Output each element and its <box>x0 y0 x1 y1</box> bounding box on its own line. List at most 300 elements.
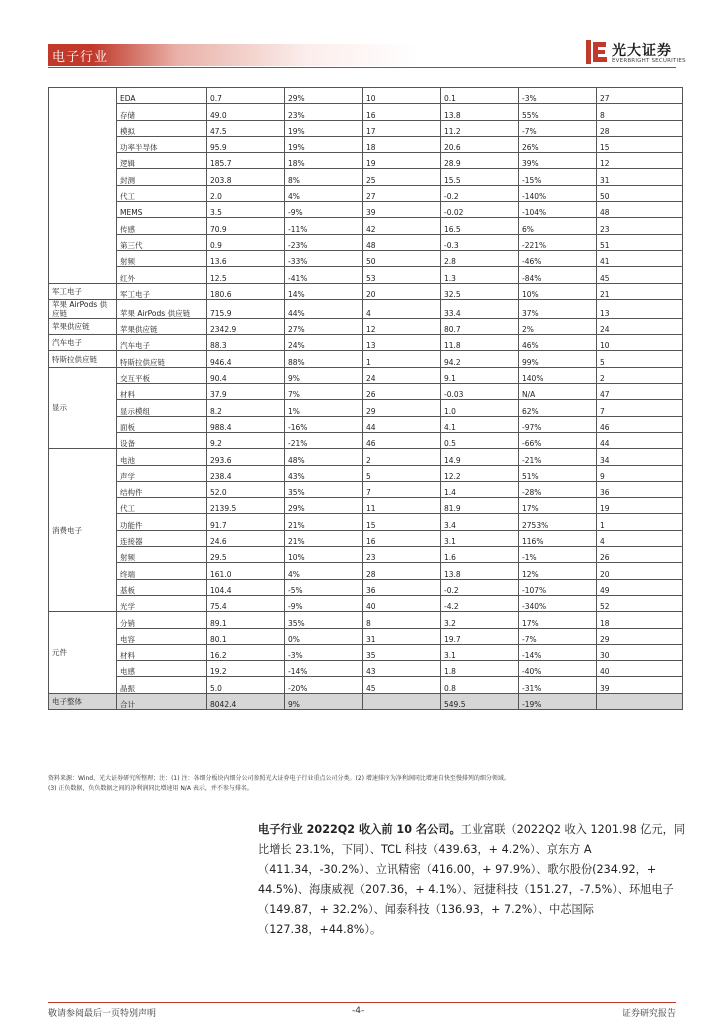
table-cell: -97% <box>519 416 597 432</box>
segment-name: 设备 <box>117 432 207 448</box>
table-cell: 80.7 <box>441 318 519 334</box>
table-cell: 549.5 <box>441 693 519 709</box>
table-cell: 21% <box>285 530 363 546</box>
table-cell: 17% <box>519 612 597 628</box>
group-label: 汽车电子 <box>49 335 117 351</box>
segment-name: 连接器 <box>117 530 207 546</box>
table-cell: 7 <box>363 481 441 497</box>
table-row <box>49 136 683 152</box>
segment-name: 军工电子 <box>117 283 207 299</box>
table-cell: 9% <box>285 693 363 709</box>
table-cell: 17 <box>363 120 441 136</box>
table-row <box>49 153 683 169</box>
segment-name: 特斯拉供应链 <box>117 351 207 367</box>
table-cell: 19.7 <box>441 628 519 644</box>
segment-name: MEMS <box>117 202 207 218</box>
table-cell: -0.2 <box>441 579 519 595</box>
table-cell: 27 <box>597 88 683 104</box>
table-total-row <box>49 693 683 709</box>
table-row <box>49 547 683 563</box>
table-cell: -19% <box>519 693 597 709</box>
table-row <box>49 563 683 579</box>
table-cell: 46 <box>363 432 441 448</box>
segment-name: 显示模组 <box>117 400 207 416</box>
table-cell: 18 <box>597 612 683 628</box>
footer-divider <box>48 1002 676 1003</box>
table-cell: 52 <box>597 595 683 611</box>
table-cell: 4% <box>285 185 363 201</box>
table-cell: 26 <box>597 547 683 563</box>
table-row <box>49 579 683 595</box>
table-cell: 50 <box>363 250 441 266</box>
table-cell: -11% <box>285 218 363 234</box>
table-cell: 31 <box>597 169 683 185</box>
table-cell: 13.8 <box>441 104 519 120</box>
table-cell: 16 <box>363 104 441 120</box>
table-cell: 24 <box>597 318 683 334</box>
table-cell: 40 <box>363 595 441 611</box>
table-cell: 11.8 <box>441 335 519 351</box>
table-cell: 19 <box>363 153 441 169</box>
table-cell: 2753% <box>519 514 597 530</box>
table-cell: 53 <box>363 267 441 283</box>
table-cell: 7% <box>285 384 363 400</box>
table-cell: 29% <box>285 498 363 514</box>
summary-paragraph <box>258 820 688 940</box>
table-cell: 44 <box>597 432 683 448</box>
table-cell: 39 <box>597 677 683 693</box>
table-cell: 55% <box>519 104 597 120</box>
table-cell: 19% <box>285 136 363 152</box>
segment-name: 终端 <box>117 563 207 579</box>
table-cell: 26% <box>519 136 597 152</box>
segment-name: 电池 <box>117 449 207 465</box>
table-cell: -0.3 <box>441 234 519 250</box>
segment-name: 结构件 <box>117 481 207 497</box>
table-cell: 13.8 <box>441 563 519 579</box>
table-row <box>49 449 683 465</box>
table-cell: -3% <box>285 644 363 660</box>
table-cell: 44% <box>285 299 363 318</box>
table-row <box>49 202 683 218</box>
table-cell: 0.7 <box>207 88 285 104</box>
table-cell: 3.1 <box>441 644 519 660</box>
table-cell: 29 <box>597 628 683 644</box>
table-cell: 88.3 <box>207 335 285 351</box>
table-cell: 1.3 <box>441 267 519 283</box>
table-row <box>49 185 683 201</box>
segment-name: 电感 <box>117 661 207 677</box>
table-cell: 46% <box>519 335 597 351</box>
table-cell: 11 <box>363 498 441 514</box>
segment-name: 逻辑 <box>117 153 207 169</box>
table-row <box>49 169 683 185</box>
table-cell: 33.4 <box>441 299 519 318</box>
group-label: 军工电子 <box>49 283 117 299</box>
source-note-line-2: (3) 正负数据，负负数据之间的净利润同比增速用 N/A 表示，并不参与排名。 <box>48 785 253 792</box>
table-row <box>49 299 683 318</box>
segment-name: 代工 <box>117 498 207 514</box>
table-cell: 43 <box>363 661 441 677</box>
table-cell: N/A <box>519 384 597 400</box>
table-cell: -21% <box>519 449 597 465</box>
table-cell: 140% <box>519 367 597 383</box>
table-cell: 988.4 <box>207 416 285 432</box>
table-cell: 17% <box>519 498 597 514</box>
logo-text-cn: 光大证券 <box>612 43 672 59</box>
table-row <box>49 644 683 660</box>
table-cell <box>597 693 683 709</box>
table-cell: 90.4 <box>207 367 285 383</box>
table-cell: -14% <box>285 661 363 677</box>
segment-name: 电容 <box>117 628 207 644</box>
table-cell: 24% <box>285 335 363 351</box>
table-cell: 4% <box>285 563 363 579</box>
table-cell: 37.9 <box>207 384 285 400</box>
table-cell: -16% <box>285 416 363 432</box>
table-row <box>49 416 683 432</box>
table-cell: 293.6 <box>207 449 285 465</box>
table-cell: 41 <box>597 250 683 266</box>
table-cell: 21% <box>285 514 363 530</box>
table-cell: 13 <box>363 335 441 351</box>
table-cell: 21 <box>597 283 683 299</box>
summary-body: 工业富联（2022Q2 收入 1201.98 亿元，同比增长 23.1%，下同）、TCL 科技（439.63，+ 4.2%）、京东方 A（411.34，-30.2%）、立讯精密（416.00，+ 97.9%）、歌尔股份(234.92，+ 44.5%)、海康威视（207.36，+ 4.1%）、冠捷科技（151.27，-7.5%）、环旭电子（149.87，+ 32.2%）、闻泰科技（136.93，+ 7.2%）、中芯国际（127.38，+44.8%）。 <box>258 823 686 936</box>
table-cell: 24.6 <box>207 530 285 546</box>
table-cell: 49 <box>597 579 683 595</box>
table-cell: 32.5 <box>441 283 519 299</box>
table-cell: 70.9 <box>207 218 285 234</box>
table-cell: -221% <box>519 234 597 250</box>
table-cell: -84% <box>519 267 597 283</box>
table-cell: 9% <box>285 367 363 383</box>
table-cell: 3.5 <box>207 202 285 218</box>
table-cell: 9.2 <box>207 432 285 448</box>
table-cell: 2139.5 <box>207 498 285 514</box>
table-cell: 12.5 <box>207 267 285 283</box>
table-cell: -23% <box>285 234 363 250</box>
table-row <box>49 400 683 416</box>
segment-name: 射频 <box>117 547 207 563</box>
table-cell: 9.1 <box>441 367 519 383</box>
table-cell: 10% <box>285 547 363 563</box>
group-label: 特斯拉供应链 <box>49 351 117 367</box>
table-cell: -66% <box>519 432 597 448</box>
table-cell: 42 <box>363 218 441 234</box>
table-cell: 5 <box>363 465 441 481</box>
table-row <box>49 351 683 367</box>
table-row <box>49 367 683 383</box>
table-row <box>49 628 683 644</box>
table-cell: -41% <box>285 267 363 283</box>
table-cell: 75.4 <box>207 595 285 611</box>
table-cell: 8042.4 <box>207 693 285 709</box>
table-row <box>49 234 683 250</box>
table-row <box>49 595 683 611</box>
table-cell: 8% <box>285 169 363 185</box>
table-cell: 1 <box>363 351 441 367</box>
segment-name: EDA <box>117 88 207 104</box>
table-cell <box>363 693 441 709</box>
table-cell: 11.2 <box>441 120 519 136</box>
table-cell: 91.7 <box>207 514 285 530</box>
table-row <box>49 661 683 677</box>
table-cell: 9 <box>597 465 683 481</box>
table-cell: 47.5 <box>207 120 285 136</box>
segment-name: 射频 <box>117 250 207 266</box>
table-cell: 20.6 <box>441 136 519 152</box>
table-cell: 29.5 <box>207 547 285 563</box>
table-cell: 8 <box>363 612 441 628</box>
table-cell: 52.0 <box>207 481 285 497</box>
table-cell: 39 <box>363 202 441 218</box>
table-cell: 12% <box>519 563 597 579</box>
table-cell: 1.8 <box>441 661 519 677</box>
table-cell: 15 <box>363 514 441 530</box>
table-cell: -20% <box>285 677 363 693</box>
table-cell: -5% <box>285 579 363 595</box>
table-cell: -31% <box>519 677 597 693</box>
table-cell: 185.7 <box>207 153 285 169</box>
segment-name: 交互平板 <box>117 367 207 383</box>
table-cell: 29 <box>363 400 441 416</box>
table-row <box>49 481 683 497</box>
table-cell: -340% <box>519 595 597 611</box>
table-row <box>49 218 683 234</box>
table-cell: 12 <box>363 318 441 334</box>
table-cell: 24 <box>363 367 441 383</box>
table-cell: 44 <box>363 416 441 432</box>
group-label: 苹果 AirPods 供应链 <box>49 299 117 318</box>
table-cell: 48 <box>363 234 441 250</box>
table-cell: 12 <box>597 153 683 169</box>
group-label: 消费电子 <box>49 449 117 612</box>
table-cell: 2 <box>597 367 683 383</box>
table-row <box>49 250 683 266</box>
group-label: 电子整体 <box>49 693 117 709</box>
table-row <box>49 514 683 530</box>
table-cell: 5 <box>597 351 683 367</box>
table-cell: -40% <box>519 661 597 677</box>
table-row <box>49 104 683 120</box>
table-cell: -21% <box>285 432 363 448</box>
table-cell: 16 <box>363 530 441 546</box>
table-cell: 4 <box>363 299 441 318</box>
table-cell: -107% <box>519 579 597 595</box>
table-cell: 2342.9 <box>207 318 285 334</box>
segment-name: 材料 <box>117 644 207 660</box>
table-cell: 27% <box>285 318 363 334</box>
table-cell: 0.5 <box>441 432 519 448</box>
table-cell: 45 <box>363 677 441 693</box>
table-cell: 2% <box>519 318 597 334</box>
table-cell: -15% <box>519 169 597 185</box>
table-cell: 238.4 <box>207 465 285 481</box>
table-cell: -0.2 <box>441 185 519 201</box>
table-cell: -104% <box>519 202 597 218</box>
segment-name: 合计 <box>117 693 207 709</box>
table-cell: 15 <box>597 136 683 152</box>
table-cell: 4.1 <box>441 416 519 432</box>
table-cell: -140% <box>519 185 597 201</box>
table-cell: -7% <box>519 628 597 644</box>
table-cell: 20 <box>597 563 683 579</box>
table-cell: 27 <box>363 185 441 201</box>
table-cell: 37% <box>519 299 597 318</box>
table-cell: -33% <box>285 250 363 266</box>
table-cell: 62% <box>519 400 597 416</box>
table-cell: 48% <box>285 449 363 465</box>
source-note <box>48 774 684 794</box>
table-cell: 19.2 <box>207 661 285 677</box>
table-cell: 88% <box>285 351 363 367</box>
table-cell: 180.6 <box>207 283 285 299</box>
table-cell: 26 <box>363 384 441 400</box>
table-cell: 0.9 <box>207 234 285 250</box>
group-label: 苹果供应链 <box>49 318 117 334</box>
table-cell: 0.8 <box>441 677 519 693</box>
table-cell: 20 <box>363 283 441 299</box>
table-cell: -9% <box>285 202 363 218</box>
segment-name: 汽车电子 <box>117 335 207 351</box>
table-row <box>49 267 683 283</box>
table-cell: 35% <box>285 612 363 628</box>
table-cell: 3.1 <box>441 530 519 546</box>
table-cell: 161.0 <box>207 563 285 579</box>
segment-name: 光学 <box>117 595 207 611</box>
segment-name: 晶振 <box>117 677 207 693</box>
table-cell: 36 <box>363 579 441 595</box>
table-cell: 5.0 <box>207 677 285 693</box>
logo-text-en: EVERBRIGHT SECURITIES <box>612 58 686 64</box>
table-cell: 23% <box>285 104 363 120</box>
table-cell: 2.8 <box>441 250 519 266</box>
segment-name: 存储 <box>117 104 207 120</box>
table-cell: 99% <box>519 351 597 367</box>
table-cell: 18 <box>363 136 441 152</box>
table-cell: 28 <box>363 563 441 579</box>
table-cell: 8 <box>597 104 683 120</box>
table-cell: 51 <box>597 234 683 250</box>
table-cell: 19% <box>285 120 363 136</box>
table-cell: 16.5 <box>441 218 519 234</box>
table-cell: 6% <box>519 218 597 234</box>
table-cell: 10% <box>519 283 597 299</box>
summary-lead: 电子行业 2022Q2 收入前 10 名公司。 <box>258 823 461 836</box>
table-row <box>49 498 683 514</box>
table-cell: 13 <box>597 299 683 318</box>
table-cell: -14% <box>519 644 597 660</box>
table-cell: -46% <box>519 250 597 266</box>
table-cell: 1 <box>597 514 683 530</box>
table-cell: 0% <box>285 628 363 644</box>
table-row <box>49 677 683 693</box>
table-cell: -4.2 <box>441 595 519 611</box>
table-cell: -28% <box>519 481 597 497</box>
table-cell: 23 <box>597 218 683 234</box>
segment-name: 面板 <box>117 416 207 432</box>
segment-name: 第三代 <box>117 234 207 250</box>
table-row <box>49 465 683 481</box>
section-title: 电子行业 <box>52 50 109 65</box>
table-cell: 51% <box>519 465 597 481</box>
table-cell: 34 <box>597 449 683 465</box>
table-cell: 16.2 <box>207 644 285 660</box>
group-label: 元件 <box>49 612 117 693</box>
table-cell: -9% <box>285 595 363 611</box>
table-cell: -7% <box>519 120 597 136</box>
table-row <box>49 612 683 628</box>
table-cell: 49.0 <box>207 104 285 120</box>
table-cell: 28 <box>597 120 683 136</box>
table-cell: 12.2 <box>441 465 519 481</box>
table-cell: 48 <box>597 202 683 218</box>
footer-report-type: 证券研究报告 <box>621 1009 676 1019</box>
table-cell: 94.2 <box>441 351 519 367</box>
table-cell: -0.02 <box>441 202 519 218</box>
table-cell: 23 <box>363 547 441 563</box>
table-cell: 14% <box>285 283 363 299</box>
table-cell: 946.4 <box>207 351 285 367</box>
table-cell: 39% <box>519 153 597 169</box>
table-cell: -1% <box>519 547 597 563</box>
segment-name: 声学 <box>117 465 207 481</box>
table-cell: 715.9 <box>207 299 285 318</box>
table-cell: 8.2 <box>207 400 285 416</box>
segment-name: 材料 <box>117 384 207 400</box>
segment-name: 红外 <box>117 267 207 283</box>
table-row <box>49 283 683 299</box>
table-cell: 35% <box>285 481 363 497</box>
segment-name: 模拟 <box>117 120 207 136</box>
table-cell: 28.9 <box>441 153 519 169</box>
table-cell: 203.8 <box>207 169 285 185</box>
table-row <box>49 88 683 104</box>
table-row <box>49 335 683 351</box>
table-cell: 36 <box>597 481 683 497</box>
table-cell: 15.5 <box>441 169 519 185</box>
table-cell: 4 <box>597 530 683 546</box>
table-cell: 3.2 <box>441 612 519 628</box>
table-cell: 18% <box>285 153 363 169</box>
table-cell: 25 <box>363 169 441 185</box>
table-cell: 19 <box>597 498 683 514</box>
table-row <box>49 384 683 400</box>
table-cell: 43% <box>285 465 363 481</box>
segment-name: 封测 <box>117 169 207 185</box>
table-cell: 30 <box>597 644 683 660</box>
segment-name: 功能件 <box>117 514 207 530</box>
table-cell: -3% <box>519 88 597 104</box>
table-cell: 116% <box>519 530 597 546</box>
table-cell: 3.4 <box>441 514 519 530</box>
table-cell: 104.4 <box>207 579 285 595</box>
table-cell: 46 <box>597 416 683 432</box>
everbright-logo-icon <box>586 40 608 64</box>
table-cell: 1% <box>285 400 363 416</box>
group-label: 显示 <box>49 367 117 448</box>
table-cell: 10 <box>363 88 441 104</box>
segment-name: 功率半导体 <box>117 136 207 152</box>
table-cell: 31 <box>363 628 441 644</box>
table-cell: 14.9 <box>441 449 519 465</box>
table-row <box>49 530 683 546</box>
table-cell: 47 <box>597 384 683 400</box>
segment-name: 基板 <box>117 579 207 595</box>
group-label <box>49 88 117 284</box>
table-cell: 45 <box>597 267 683 283</box>
table-cell: 2 <box>363 449 441 465</box>
